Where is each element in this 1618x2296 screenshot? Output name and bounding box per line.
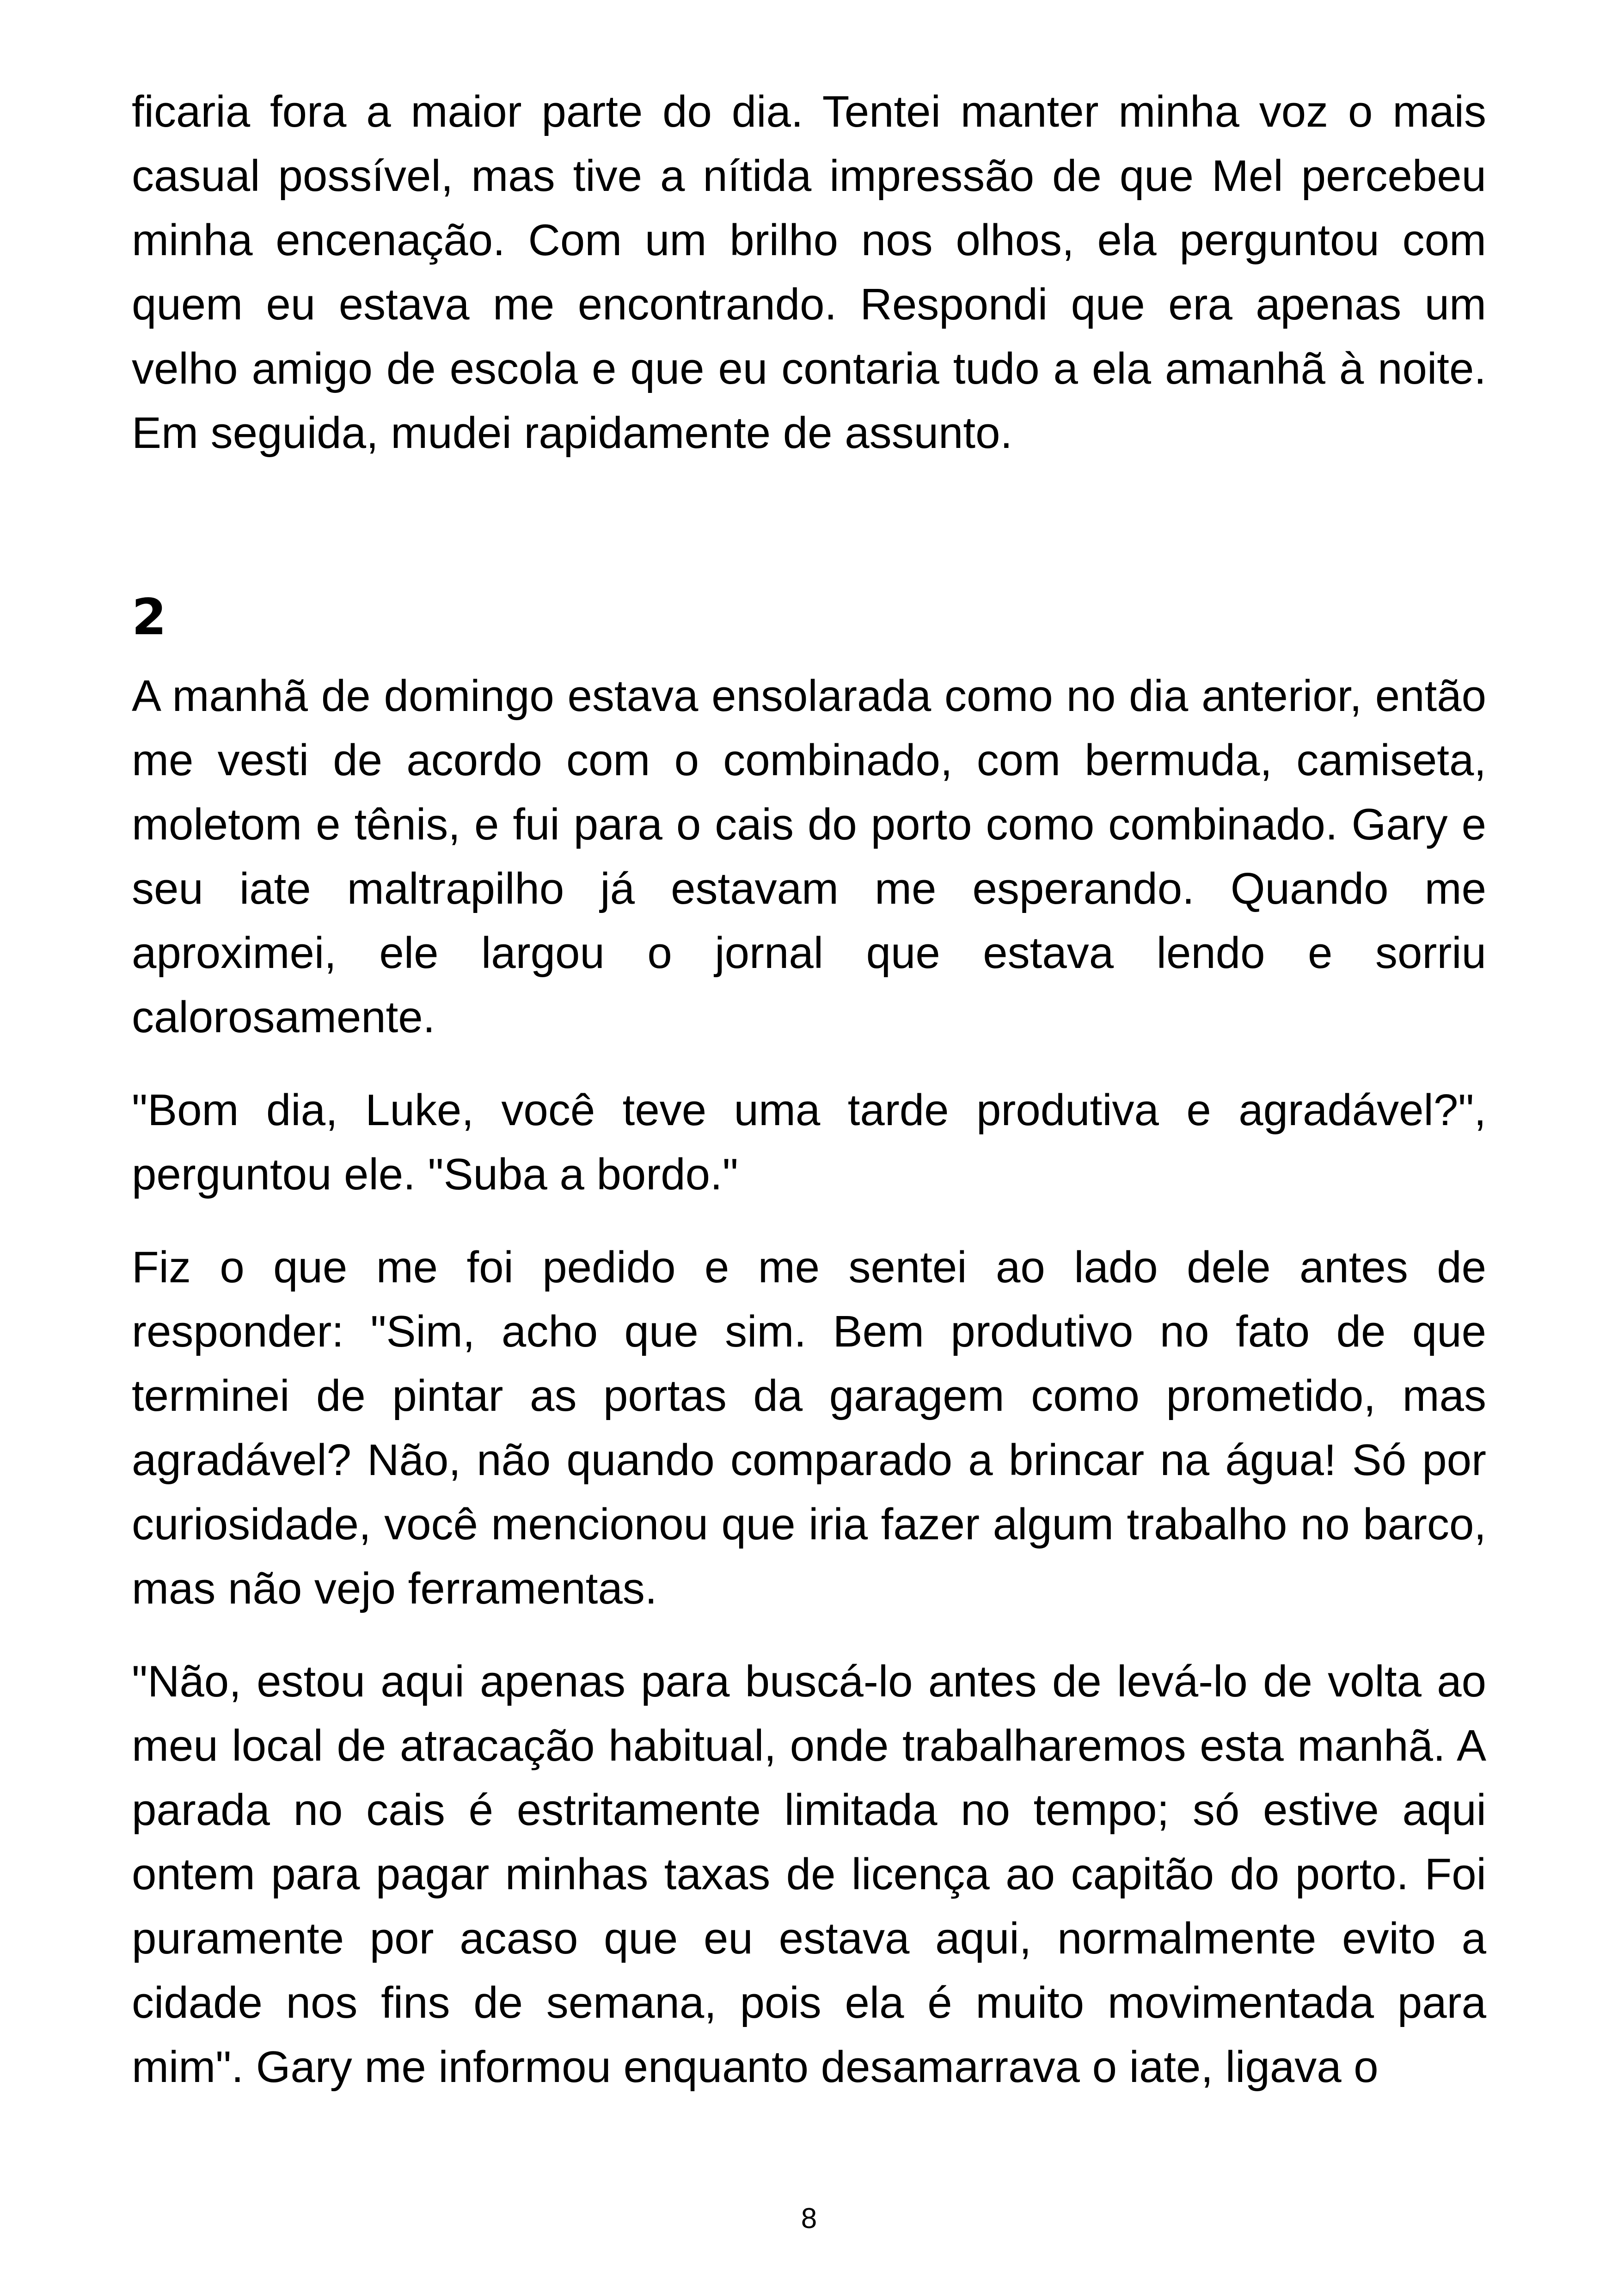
body-paragraph: "Bom dia, Luke, você teve uma tarde produtiva e agradável?", perguntou ele. "Suba a bordo." (132, 1085, 1486, 1199)
opening-text-block (132, 80, 1486, 494)
body-paragraph: Fiz o que me foi pedido e me sentei ao lado dele antes de responder: "Sim, acho que sim. Bem produtivo no fato de que terminei de pintar as portas da garagem como prometido, mas agradável? Não, não quando comparado a brincar na água! Só por curiosidade, você mencionou que iria fazer algum trabalho no barco, mas não vejo ferramentas. (132, 1243, 1486, 1613)
body-paragraph: A manhã de domingo estava ensolarada como no dia anterior, então me vesti de acordo com o combinado, com bermuda, camiseta, moletom e tênis, e fui para o cais do porto como combinado. Gary e seu iate maltrapilho já estavam me esperando. Quando me aproximei, ele largou o jornal que estava lendo e sorriu calorosamente. (132, 671, 1486, 1042)
page-number: 8 (801, 2203, 817, 2235)
chapter-heading: 2 (132, 588, 167, 646)
opening-paragraph: ficaria fora a maior parte do dia. Tentei manter minha voz o mais casual possível, mas tive a nítida impressão de que Mel percebeu minha encenação. Com um brilho nos olhos, ela perguntou com quem eu estava me encontrando. Respondi que era apenas um velho amigo de escola e que eu contaria tudo a ela amanhã à noite. Em seguida, mudei rapidamente de assunto. (132, 87, 1486, 458)
body-paragraph: "Não, estou aqui apenas para buscá-lo antes de levá-lo de volta ao meu local de atracação habitual, onde trabalharemos esta manhã. A parada no cais é estritamente limitada no tempo; só estive aqui ontem para pagar minhas taxas de licença ao capitão do porto. Foi puramente por acaso que eu estava aqui, normalmente evito a cidade nos fins de semana, pois ela é muito movimentada para mim". Gary me informou enquanto desamarrava o iate, ligava o (132, 1657, 1486, 2092)
chapter-body (132, 664, 1486, 2128)
